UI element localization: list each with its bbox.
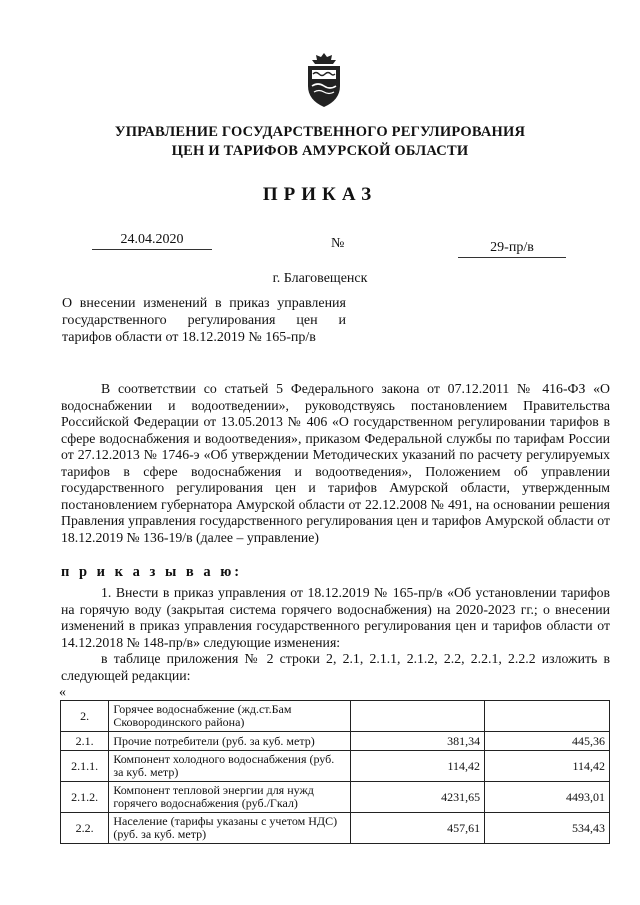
row-number: 2.1.1. <box>61 751 109 782</box>
number-sign: № <box>331 236 345 251</box>
row-name: Компонент тепловой энергии для нужд горячего водоснабжения (руб./Гкал) <box>109 782 350 813</box>
order-number: 29-пр/в <box>458 240 566 258</box>
item1-subparagraph: в таблице приложения № 2 строки 2, 2.1, 2.1.1, 2.1.2, 2.2, 2.2.1, 2.2.2 изложить в следующей редакции: <box>61 651 610 683</box>
document-type-title: ПРИКАЗ <box>262 184 378 205</box>
row-value-1: 457,61 <box>350 813 484 844</box>
row-value-2: 534,43 <box>485 813 610 844</box>
opening-quote-mark: « <box>59 685 66 700</box>
preamble-paragraph: В соответствии со статьей 5 Федерального закона от 07.12.2011 № 416-ФЗ «О водоснабжении и водоотведении», руководствуясь постановлением Правительства Российской Федерации от 13.05.2013 № 406 «О государственном регулировании тарифов в сфере водоснабжения и водоотведения», приказом Федеральной службы по тарифам России от 27.12.2013 № 1746-э «Об утверждении Методических указаний по расчету регулируемых тарифов в сфере водоснабжения и водоотведения», Положением об управлении государственного регулирования цен и тарифов Амурской области, утвержденным постановлением губернатора Амурской области от 22.12.2008 № 491, на основании решения Правления управления государственного регулирования цен и тарифов Амурской области от 18.12.2019 № 136-19/в (далее – управление) <box>61 381 610 545</box>
row-name: Прочие потребители (руб. за куб. метр) <box>109 732 350 751</box>
table-row <box>61 751 610 782</box>
tariff-table <box>60 700 610 844</box>
coat-of-arms-emblem <box>303 52 345 108</box>
row-value-1: 381,34 <box>350 732 484 751</box>
row-name: Горячее водоснабжение (жд.ст.Бам Сковородинского района) <box>109 701 350 732</box>
row-number: 2.2. <box>61 813 109 844</box>
row-name: Компонент холодного водоснабжения (руб. за куб. метр) <box>109 751 350 782</box>
city: г. Благовещенск <box>272 271 368 286</box>
organization-name-line1: УПРАВЛЕНИЕ ГОСУДАРСТВЕННОГО РЕГУЛИРОВАНИЯ <box>114 124 526 140</box>
order-date: 24.04.2020 <box>92 232 212 250</box>
row-value-2: 4493,01 <box>485 782 610 813</box>
row-value-2 <box>485 701 610 732</box>
item1-paragraph: 1. Внести в приказ управления от 18.12.2019 № 165-пр/в «Об установлении тарифов на горячую воду (закрытая система горячего водоснабжения) на 2020-2023 гг.; о внесении изменений в приказ управления государственного регулирования цен и тарифов области от 14.12.2018 № 148-пр/в» следующие изменения: <box>61 585 610 650</box>
row-value-1 <box>350 701 484 732</box>
row-number: 2.1.2. <box>61 782 109 813</box>
row-number: 2. <box>61 701 109 732</box>
row-name: Население (тарифы указаны с учетом НДС) (руб. за куб. метр) <box>109 813 350 844</box>
table-row <box>61 732 610 751</box>
row-value-1: 114,42 <box>350 751 484 782</box>
row-value-1: 4231,65 <box>350 782 484 813</box>
organization-name-line2: ЦЕН И ТАРИФОВ АМУРСКОЙ ОБЛАСТИ <box>171 143 469 159</box>
table-row <box>61 813 610 844</box>
row-number: 2.1. <box>61 732 109 751</box>
row-value-2: 114,42 <box>485 751 610 782</box>
table-row <box>61 701 610 732</box>
order-subject: О внесении изменений в приказ управления государственного регулирования цен и тарифов области от 18.12.2019 № 165-пр/в <box>62 296 346 345</box>
row-value-2: 445,36 <box>485 732 610 751</box>
orders-label: п р и к а з ы в а ю: <box>61 564 243 580</box>
table-row <box>61 782 610 813</box>
